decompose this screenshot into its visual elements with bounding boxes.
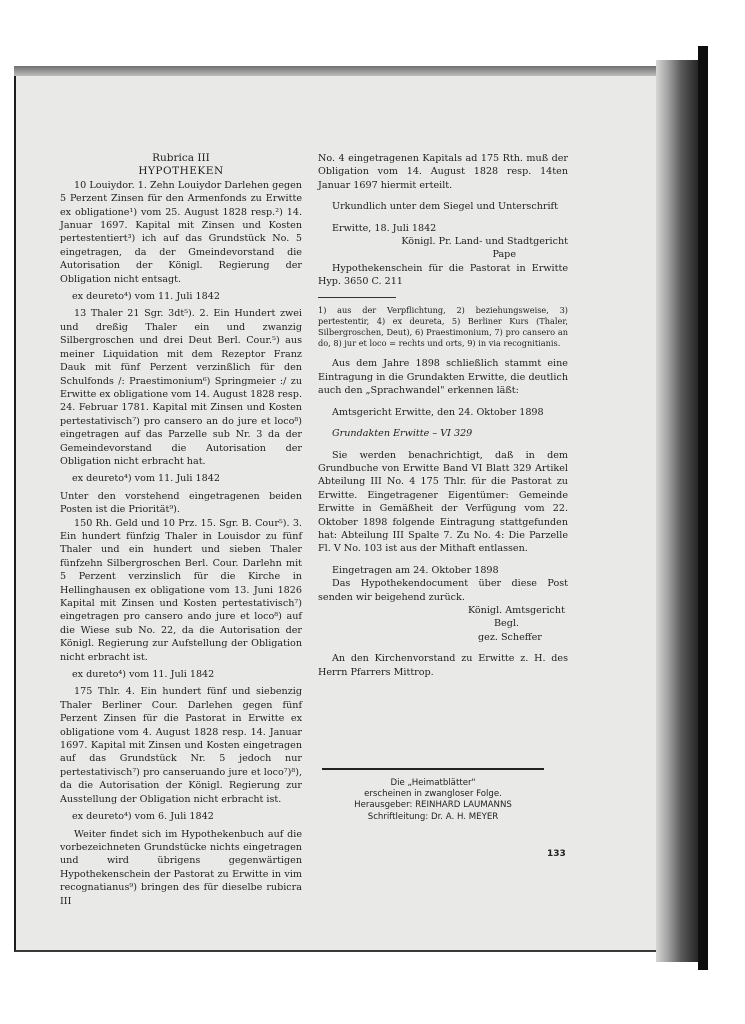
- footnote-divider: [318, 297, 396, 298]
- publisher-line-3: Herausgeber: REINHARD LAUMANNS: [354, 800, 512, 811]
- right-column: [318, 152, 568, 679]
- signature-name: gez. Scheffer: [478, 631, 542, 643]
- grundakten-line: Grundakten Erwitte – VI 329: [332, 428, 473, 440]
- publisher-divider: [322, 768, 544, 770]
- court-line-1: Königl. Pr. Land- und Stadtgericht: [401, 236, 568, 248]
- signature-begl: Begl.: [494, 618, 519, 630]
- page-number: 133: [547, 849, 566, 859]
- publisher-line-4: Schriftleitung: Dr. A. H. MEYER: [367, 811, 499, 822]
- entry-4-paragraph: 175 Thlr. 4. Ein hundert fünf und siebenzig Thaler Berliner Cour. Darlehen gegen fünf Perzent Zinsen für die Pastorat in Erwitte ex obligatione vom 4. August 1828 resp. 14. Januar 1697. Kapital mit Zinsen und Kosten eingetragen auf das Grundstück Nr. 5 jedoch nur pertestativisch⁷) pro canseruando jure et loco⁷)⁸), da die Autorisation der Königl. Regierung zur Ausstellung der Obligation nicht erbracht ist.: [60, 686, 302, 805]
- priority-note: Unter den vorstehend eingetragenen beiden Posten ist die Priorität⁹).: [60, 490, 302, 516]
- section-title: Rubrica III: [152, 152, 210, 164]
- document-paragraph: Das Hypothekendocument über diese Post senden wir beigehend zurück.: [318, 578, 568, 603]
- entry-1-decree: ex deureto⁴) vom 11. Juli 1842: [72, 291, 220, 303]
- sign-line: Urkundlich unter dem Siegel und Unterschrift: [332, 201, 558, 213]
- intro-paragraph: No. 4 eingetragenen Kapitals ad 175 Rth. muß der Obligation vom 14. August 1828 resp. 14ten Januar 1697 hiermit erteilt.: [318, 153, 568, 191]
- hypo-line: Hypothekenschein für die Pastorat in Erwitte Hyp. 3650 C. 211: [318, 262, 568, 288]
- address-paragraph: An den Kirchenvorstand zu Erwitte z. H. des Herrn Pfarrers Mittrop.: [318, 653, 568, 678]
- book-spine: [656, 60, 698, 962]
- closing-paragraph: Weiter findet sich im Hypothekenbuch auf die vorbezeichneten Grundstücke nichts eingetragen und wird übrigens gegenwärtigen Hypothekenschein der Pastorat zu Erwitte in vim recognatianus⁹) bringen des für dieselbe rubicra III: [60, 828, 302, 907]
- entry-2-decree: ex deureto⁴) vom 11. Juli 1842: [72, 473, 220, 485]
- book-top-edge: [14, 66, 664, 76]
- publisher-line-1: Die „Heimatblätter": [390, 778, 476, 788]
- court-line-2: Pape: [492, 249, 516, 261]
- notice-paragraph: Sie werden benachrichtigt, daß in dem Grundbuche von Erwitte Band VI Blatt 329 Artikel Abteilung III No. 4 175 Thlr. für die Pastorat zu Erwitte. Eingetragener Eigentümer: Gemeinde Erwitte in Gemäßheit der Verfügung vom 22. Oktober 1898 folgende Eintragung stattgefunden hat: Abteilung III Spalte 7. Zu No. 4: Die Parzelle Fl. V No. 103 ist aus der Mithaft entlassen.: [318, 449, 568, 555]
- footnotes: 1) aus der Verpflichtung, 2) beziehungsweise, 3) pertestentir, 4) ex deureta, 5) Berliner Kurs (Thaler, Silbergroschen, Deut), 6) Praestimonium, 7) pro cansero an do, 8) jur et loco = rechts und orts, 9) in via recognitianis.: [318, 304, 568, 349]
- place-date: Erwitte, 18. Juli 1842: [332, 222, 437, 234]
- entry-4-decree: ex deureto⁴) vom 6. Juli 1842: [72, 811, 214, 823]
- amtsgericht-line: Amtsgericht Erwitte, den 24. Oktober 1898: [332, 406, 544, 418]
- eingetragen-line: Eingetragen am 24. Oktober 1898: [332, 564, 499, 576]
- book-cover-edge: [698, 46, 708, 970]
- entry-3-paragraph: 150 Rh. Geld und 10 Prz. 15. Sgr. B. Cour⁵). 3. Ein hundert fünfzig Thaler in Louisdor zu fünf Thaler und ein hundert und sieben Thaler fünfzehn Silbergroschen Berl. Cour. Darlehn mit 5 Perzent verzinslich für die Kirche in Hellinghausen ex obligatione vom 13. Juni 1826 Kapital mit Zinsen und Kosten pertestativisch⁷) eingetragen pro cansero ando jure et loco⁸) auf die Wiese sub No. 22, da die Autorisation der Königl. Regierung zur Aufstellung der Obligation nicht erbracht ist.: [60, 517, 302, 663]
- entry-3-decree: ex dureto⁴) vom 11. Juli 1842: [72, 669, 215, 681]
- publisher-box: [322, 768, 544, 823]
- publisher-line-2: erscheinen in zwangloser Folge.: [364, 789, 502, 800]
- section-subtitle: HYPOTHEKEN: [138, 165, 224, 178]
- left-column: [60, 152, 302, 908]
- paragraph-1898: Aus dem Jahre 1898 schließlich stammt eine Eintragung in die Grundakten Erwitte, die deutlich auch den „Sprachwandel" erkennen läßt:: [318, 358, 568, 397]
- entry-2-paragraph: 13 Thaler 21 Sgr. 3dt⁵). 2. Ein Hundert zwei und dreßig Thaler ein und zwanzig Silbergroschen und drei Deut Berl. Cour.⁵) aus meiner Liquidation mit dem Rezeptor Franz Dauk mit fünf Perzent verzinßlich für den Schulfonds /: Praestimonium⁶) Springmeier :/ zu Erwitte ex obligatione vom 14. August 1828 resp. 24. Februar 1781. Kapital mit Zinsen und Kosten pertestativisch⁷) pro cansero an do jure et loco⁸) eingetragen auf das Parzelle sub Nr. 3 da der Gemeindevorstand die Autorisation der Obligation nicht erbracht hat.: [60, 308, 302, 467]
- entry-1-paragraph: 10 Louiydor. 1. Zehn Louiydor Darlehen gegen 5 Perzent Zinsen für den Armenfonds zu Erwitte ex obligatione¹) vom 25. August 1828 resp.²) 14. Januar 1697. Kapital mit Zinsen und Kosten pertestentiert³) ich auf das Grundstück No. 5 eingetragen, da der Gmeindevorstand die Autorisation der Königl. Regierung der Obligation nicht entsagt.: [60, 179, 302, 285]
- signature-court: Königl. Amtsgericht: [468, 604, 565, 616]
